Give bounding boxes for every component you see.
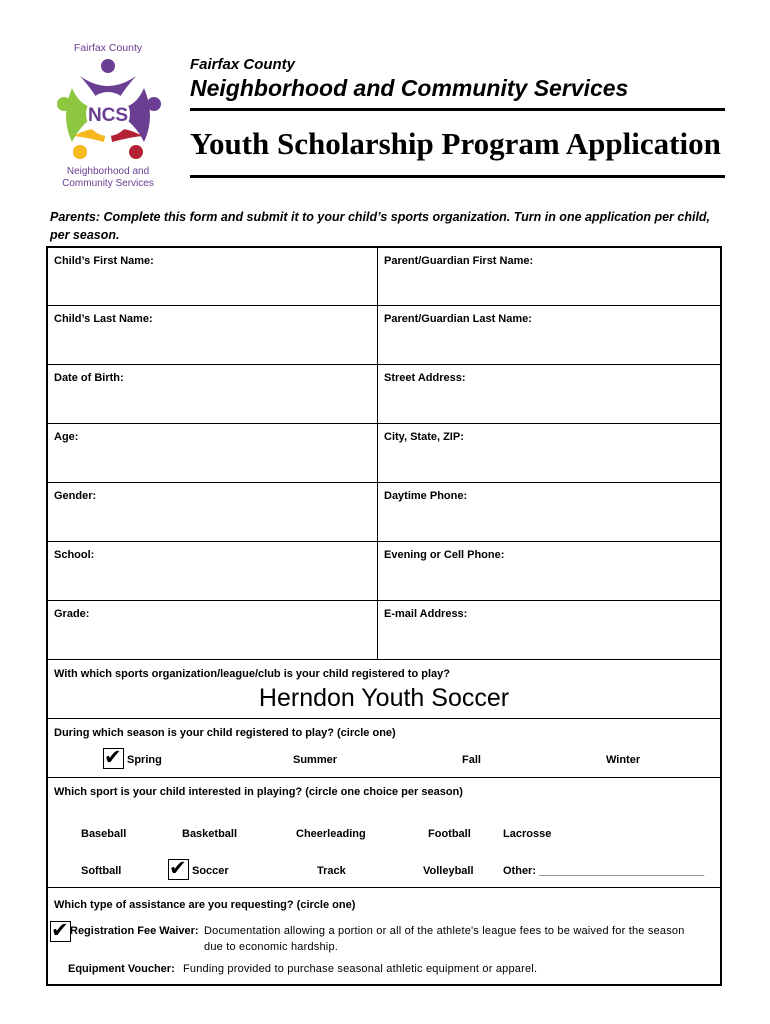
sport-option-baseball[interactable]: Baseball <box>81 828 127 840</box>
gender-field[interactable]: Gender: <box>48 483 378 541</box>
sport-option-volleyball[interactable]: Volleyball <box>423 865 474 877</box>
county-name: Fairfax County <box>190 56 296 73</box>
childs-first-name-field[interactable]: Child’s First Name: <box>48 248 378 305</box>
equipment-voucher-option[interactable]: Equipment Voucher: <box>68 963 175 975</box>
header-rule-bottom <box>190 175 725 178</box>
logo-center-text: NCS <box>87 105 129 126</box>
form-row <box>48 365 720 424</box>
evening-phone-field[interactable]: Evening or Cell Phone: <box>384 549 505 561</box>
checkmark-icon: ✔ <box>104 746 122 769</box>
daytime-phone-field[interactable]: Daytime Phone: <box>384 490 468 502</box>
city-state-zip-field[interactable]: City, State, ZIP: <box>384 431 464 443</box>
sport-section <box>48 778 720 888</box>
department-name: Neighborhood and Community Services <box>190 75 629 101</box>
street-address-field[interactable]: Street Address: <box>384 372 466 384</box>
intro-text: Parents: Complete this form and submit it to your child’s sports organization. Turn in one application per child, per season. <box>50 210 711 242</box>
sport-option-soccer[interactable]: Soccer <box>192 865 229 877</box>
form-row <box>48 424 720 483</box>
sport-option-track[interactable]: Track <box>317 865 346 877</box>
organization-answer[interactable]: Herndon Youth Soccer <box>258 684 510 712</box>
logo-top-text: Fairfax County <box>73 42 143 54</box>
fee-waiver-description-cont: due to economic hardship. <box>204 941 339 953</box>
school-field[interactable]: School: <box>48 542 378 600</box>
email-field[interactable]: E-mail Address: <box>384 608 468 620</box>
parent-last-name-field[interactable]: Parent/Guardian Last Name: <box>384 313 532 325</box>
checkmark-icon: ✔ <box>169 857 187 880</box>
grade-field[interactable]: Grade: <box>48 601 378 659</box>
sport-question: Which sport is your child interested in playing? (circle one choice per season) <box>54 786 463 798</box>
fee-waiver-description: Documentation allowing a portion or all of the athlete's league fees to be waived for the season <box>204 925 685 937</box>
age-field[interactable]: Age: <box>48 424 378 482</box>
season-option-winter[interactable]: Winter <box>606 754 641 766</box>
sport-option-lacrosse[interactable]: Lacrosse <box>503 828 552 840</box>
page-title: Youth Scholarship Program Application <box>190 126 721 161</box>
sport-option-other[interactable]: Other: ___________________________ <box>503 865 705 877</box>
season-section <box>48 719 720 778</box>
application-form <box>46 246 722 986</box>
ncs-logo <box>48 42 168 194</box>
header-rule-top <box>190 108 725 111</box>
form-row <box>48 483 720 542</box>
parent-first-name-field[interactable]: Parent/Guardian First Name: <box>384 255 534 267</box>
assistance-question: Which type of assistance are you requesting? (circle one) <box>54 899 356 911</box>
fee-waiver-option[interactable]: Registration Fee Waiver: <box>70 925 199 937</box>
season-option-spring[interactable]: Spring <box>127 754 162 766</box>
form-row <box>48 542 720 601</box>
childs-last-name-field[interactable]: Child’s Last Name: <box>48 306 378 364</box>
equipment-voucher-description: Funding provided to purchase seasonal athletic equipment or apparel. <box>183 963 538 975</box>
ncs-figures-icon <box>50 56 166 166</box>
form-row <box>48 248 720 306</box>
season-question: During which season is your child registered to play? (circle one) <box>54 727 396 739</box>
checkmark-icon: ✔ <box>51 919 69 942</box>
season-option-fall[interactable]: Fall <box>462 754 481 766</box>
form-row <box>48 601 720 660</box>
sport-option-football[interactable]: Football <box>428 828 471 840</box>
logo-bottom-text: Neighborhood and Community Services <box>62 166 154 189</box>
sport-option-softball[interactable]: Softball <box>81 865 122 877</box>
sport-option-cheerleading[interactable]: Cheerleading <box>296 828 366 840</box>
sport-option-basketball[interactable]: Basketball <box>182 828 238 840</box>
form-row <box>48 306 720 365</box>
organization-question: With which sports organization/league/club is your child registered to play? <box>54 668 450 680</box>
date-of-birth-field[interactable]: Date of Birth: <box>48 365 378 423</box>
season-option-summer[interactable]: Summer <box>293 754 338 766</box>
